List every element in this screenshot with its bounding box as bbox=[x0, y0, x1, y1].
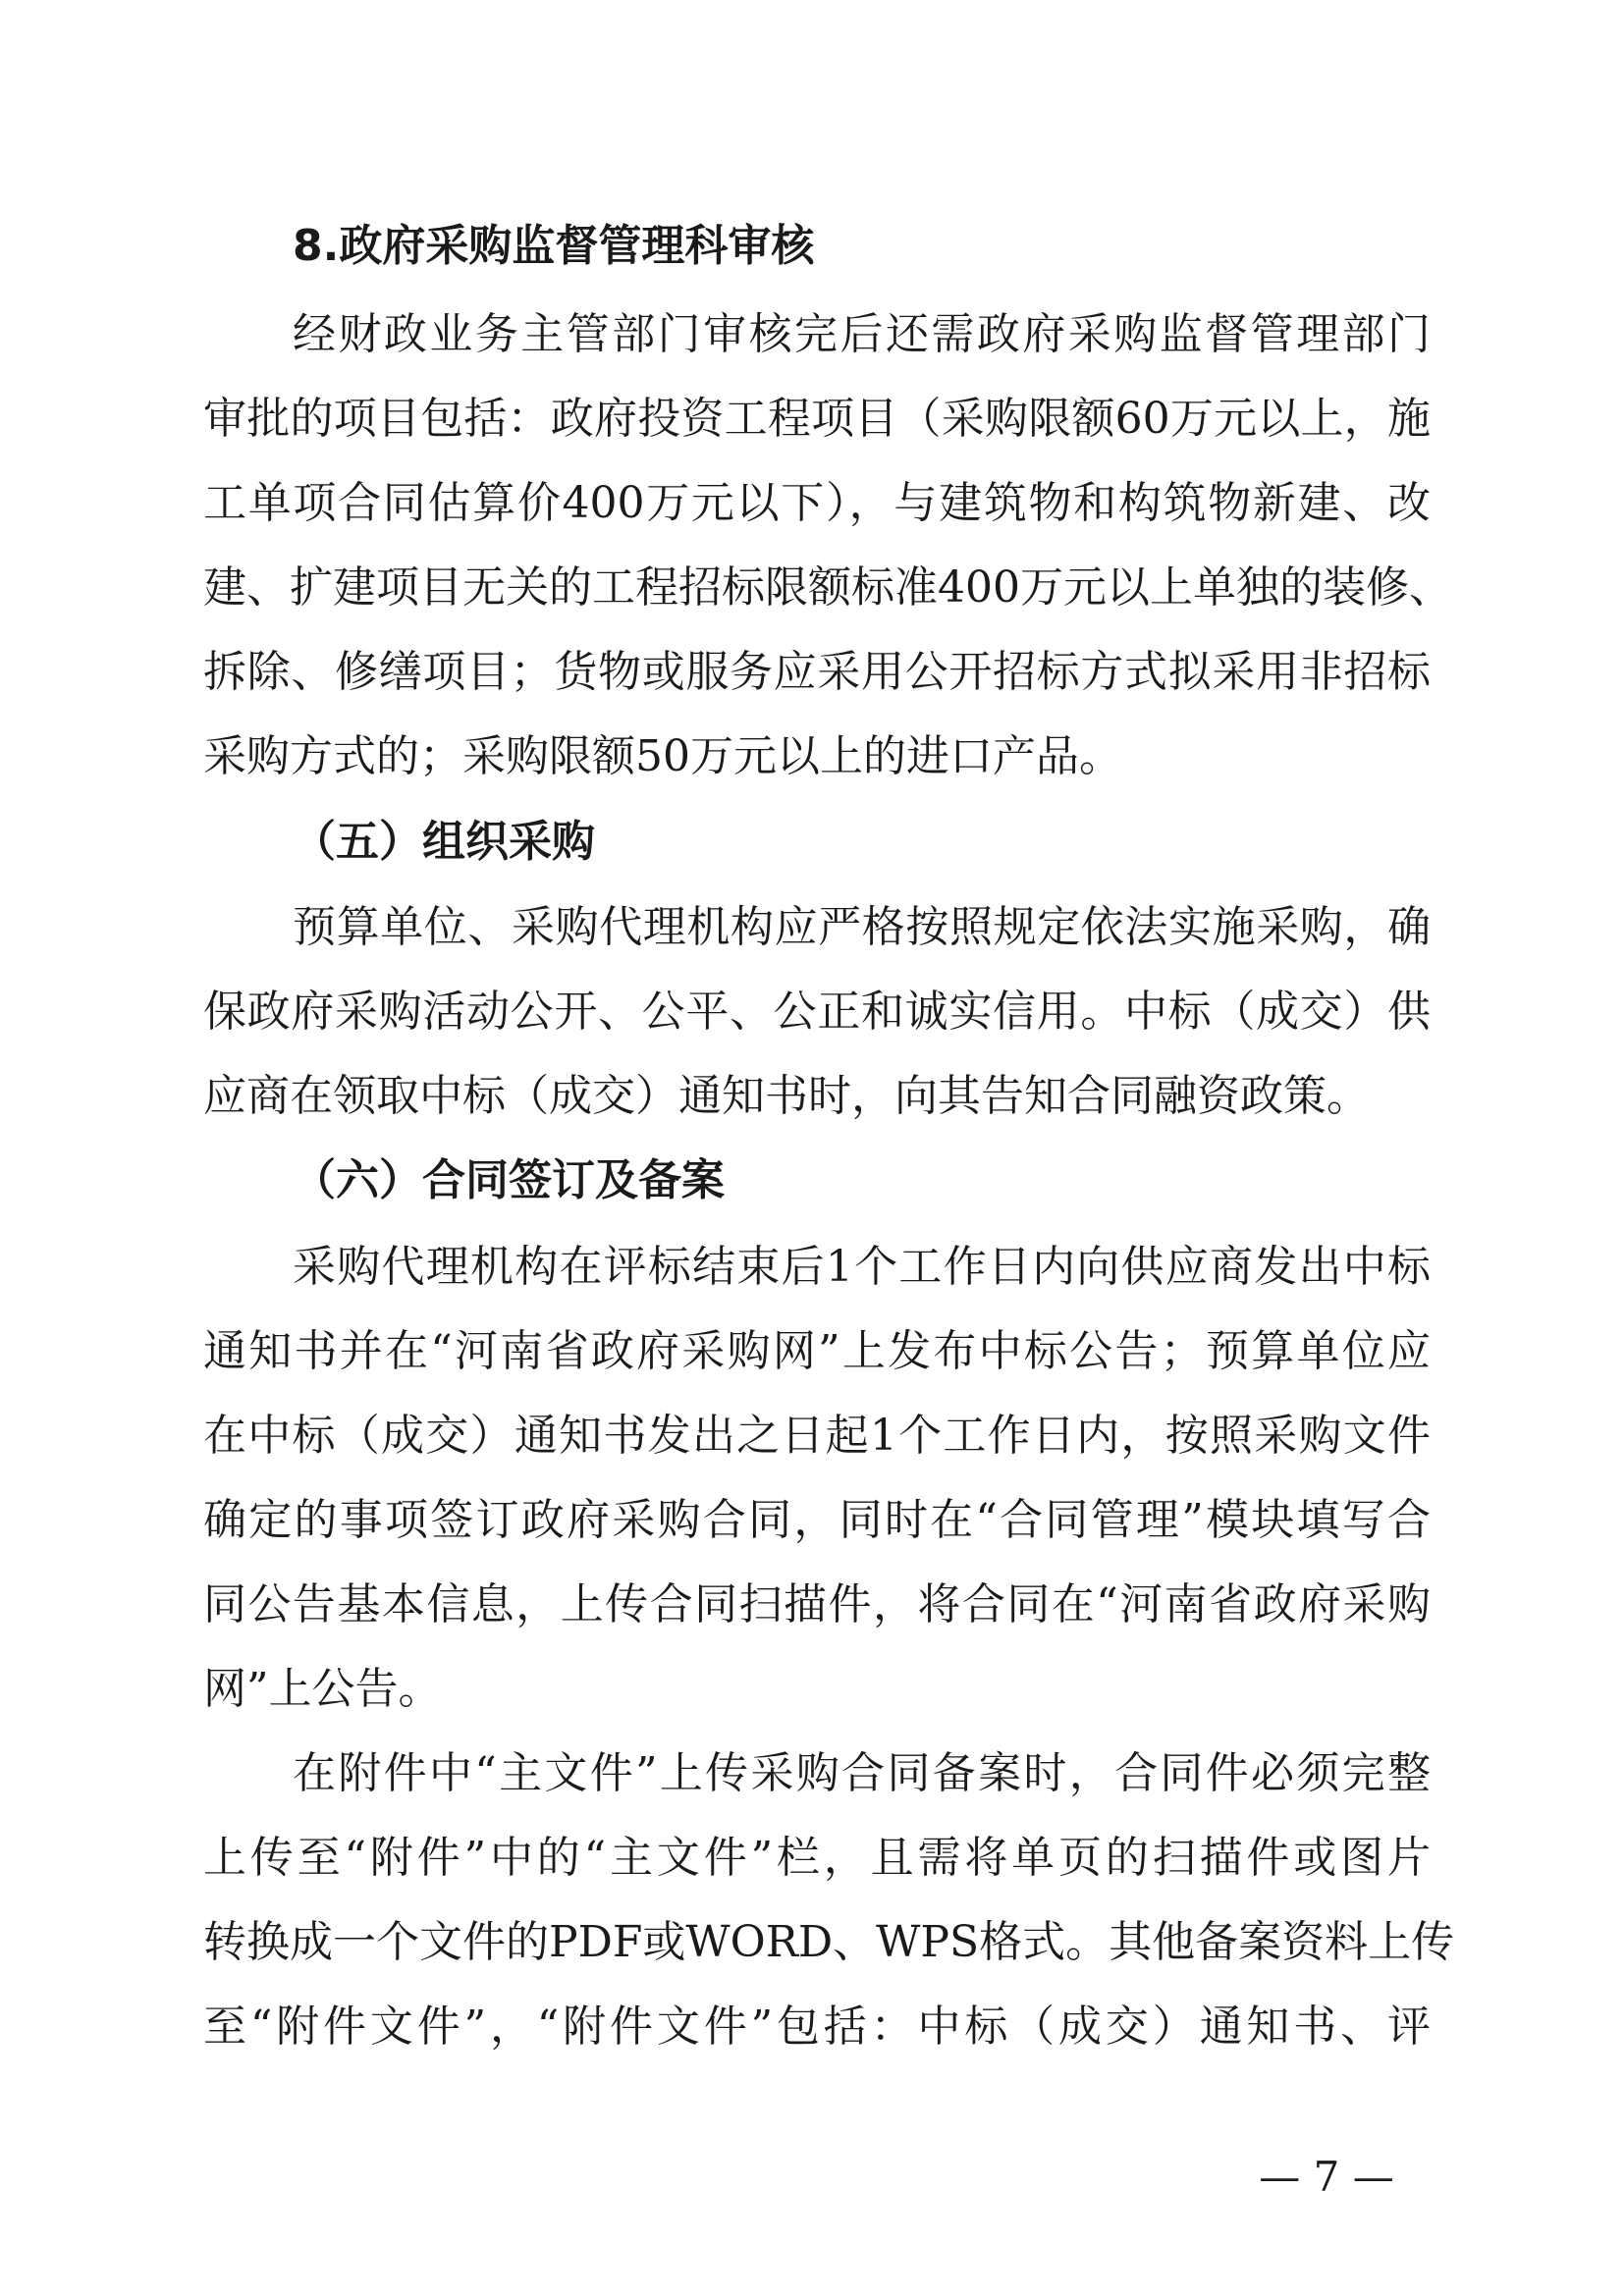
page-number: — 7 — bbox=[1259, 2153, 1394, 2201]
section-5-heading: （五）组织采购 bbox=[293, 817, 595, 867]
section-8-line-2: 审批的项目包括：政府投资工程项目（采购限额60万元以上，施 bbox=[203, 394, 1431, 444]
section-5-line-3: 应商在领取中标（成交）通知书时，向其告知合同融资政策。 bbox=[203, 1071, 1370, 1121]
section-6-heading: （六）合同签订及备案 bbox=[293, 1155, 725, 1205]
section-6-para-1-line-4: 确定的事项签订政府采购合同，同时在“合同管理”模块填写合 bbox=[203, 1495, 1431, 1545]
section-8-heading: 8.政府采购监督管理科审核 bbox=[293, 221, 815, 271]
section-5-line-1: 预算单位、采购代理机构应严格按照规定依法实施采购，确 bbox=[293, 902, 1431, 952]
section-8-line-1: 经财政业务主管部门审核完后还需政府采购监督管理部门 bbox=[293, 309, 1431, 359]
section-6-para-1-line-2: 通知书并在“河南省政府采购网”上发布中标公告；预算单位应 bbox=[203, 1326, 1431, 1376]
section-5-line-2: 保政府采购活动公开、公平、公正和诚实信用。中标（成交）供 bbox=[203, 987, 1431, 1037]
section-6-para-2-line-1: 在附件中“主文件”上传采购合同备案时，合同件必须完整 bbox=[293, 1748, 1431, 1798]
section-6-para-2-line-4: 至“附件文件”，“附件文件”包括：中标（成交）通知书、评 bbox=[203, 2002, 1431, 2052]
section-8-line-3: 工单项合同估算价400万元以下），与建筑物和构筑物新建、改 bbox=[203, 478, 1431, 528]
section-6-para-1-line-3: 在中标（成交）通知书发出之日起1个工作日内，按照采购文件 bbox=[203, 1411, 1431, 1461]
section-6-para-1-line-5: 同公告基本信息，上传合同扫描件，将合同在“河南省政府采购 bbox=[203, 1579, 1431, 1629]
section-8-line-6: 采购方式的；采购限额50万元以上的进口产品。 bbox=[203, 731, 1122, 781]
section-6-para-1-line-6: 网”上公告。 bbox=[203, 1664, 442, 1714]
section-8-line-4: 建、扩建项目无关的工程招标限额标准400万元以上单独的装修、 bbox=[203, 562, 1452, 613]
section-6-para-2-line-3: 转换成一个文件的PDF或WORD、WPS格式。其他备案资料上传 bbox=[203, 1917, 1455, 1967]
section-6-para-2-line-2: 上传至“附件”中的“主文件”栏，且需将单页的扫描件或图片 bbox=[203, 1833, 1431, 1883]
section-6-para-1-line-1: 采购代理机构在评标结束后1个工作日内向供应商发出中标 bbox=[293, 1242, 1431, 1292]
section-8-line-5: 拆除、修缮项目；货物或服务应采用公开招标方式拟采用非招标 bbox=[203, 647, 1431, 697]
